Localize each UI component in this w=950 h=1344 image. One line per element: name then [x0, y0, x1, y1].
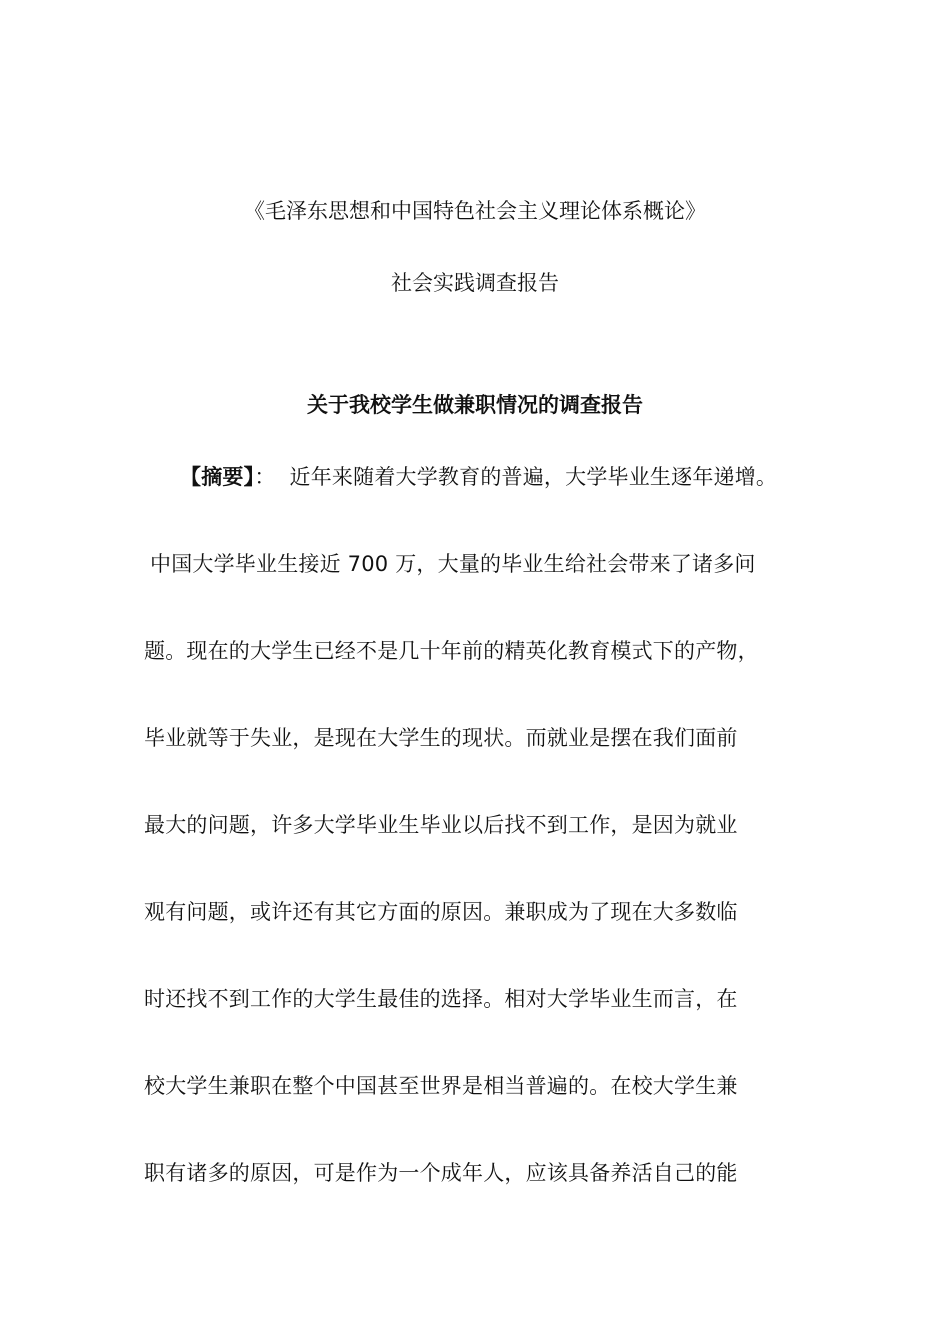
paragraph-line-7: 时还找不到工作的大学生最佳的选择。相对大学毕业生而言，在	[144, 987, 738, 1011]
paragraph-line-9: 职有诸多的原因，可是作为一个成年人，应该具备养活自己的能	[144, 1161, 738, 1185]
abstract-first-line	[180, 462, 830, 492]
paragraph-line-4: 毕业就等于失业，是现在大学生的现状。而就业是摆在我们面前	[144, 726, 738, 750]
paragraph-line-5: 最大的问题，许多大学毕业生毕业以后找不到工作，是因为就业	[144, 813, 738, 837]
report-title: 关于我校学生做兼职情况的调查报告	[307, 393, 643, 417]
abstract-colon: ：	[254, 465, 276, 489]
course-title: 《毛泽东思想和中国特色社会主义理论体系概论》	[244, 199, 706, 223]
paragraph-line-8: 校大学生兼职在整个中国甚至世界是相当普遍的。在校大学生兼	[144, 1074, 738, 1098]
paragraph-line-3: 题。现在的大学生已经不是几十年前的精英化教育模式下的产物，	[144, 639, 759, 663]
paragraph-line-2: 中国大学毕业生接近 700 万，大量的毕业生给社会带来了诸多问	[150, 552, 756, 576]
paragraph-line-6: 观有问题，或许还有其它方面的原因。兼职成为了现在大多数临	[144, 900, 738, 924]
abstract-label: 【摘要】	[180, 465, 255, 489]
paragraph-line-1: 近年来随着大学教育的普遍，大学毕业生逐年递增。	[289, 465, 778, 489]
report-type: 社会实践调查报告	[391, 271, 559, 295]
